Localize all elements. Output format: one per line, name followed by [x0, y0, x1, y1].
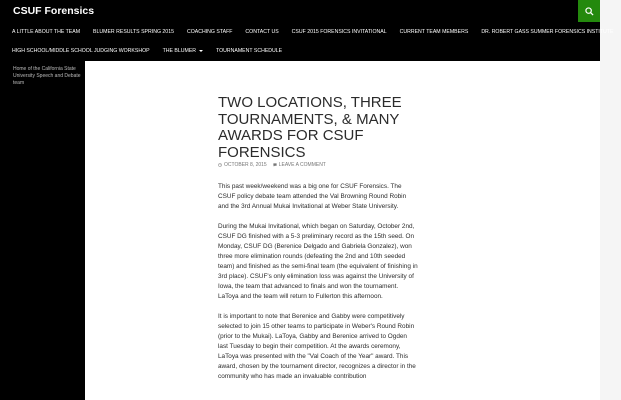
site-title[interactable]: CSUF Forensics: [13, 5, 95, 17]
nav-item-the-blumer-label: THE BLUMER: [162, 48, 197, 54]
post-body: [218, 182, 418, 392]
clock-icon: [218, 163, 222, 167]
nav-item-invitational[interactable]: CSUF 2015 FORENSICS INVITATIONAL: [291, 29, 387, 35]
nav-item-judging-workshop[interactable]: HIGH SCHOOL/MIDDLE SCHOOL JUDGING WORKSHOP: [12, 48, 150, 54]
sidebar: [0, 61, 85, 400]
chevron-down-icon: [199, 50, 203, 52]
leave-comment-link[interactable]: LEAVE A COMMENT: [278, 162, 326, 168]
nav-item-about-team[interactable]: A LITTLE ABOUT THE TEAM: [12, 29, 81, 35]
post-paragraph-1: This past week/weekend was a big one for CSUF Forensics. The CSUF policy debate team attended the Val Browning Round Robin and the 3rd Annual Mukai Invitational at Weber State University.: [218, 183, 407, 210]
nav-item-contact-us[interactable]: CONTACT US: [245, 29, 279, 35]
site-header: [0, 0, 600, 22]
search-button[interactable]: [578, 0, 600, 22]
nav-item-the-blumer[interactable]: [158, 48, 211, 54]
site-description: Home of the California State University Speech and Debate team: [13, 66, 81, 86]
nav-item-team-members[interactable]: CURRENT TEAM MEMBERS: [399, 29, 469, 35]
primary-nav: [0, 22, 614, 61]
post-title[interactable]: TWO LOCATIONS, THREE TOURNAMENTS, & MANY AWARDS FOR CSUF FORENSICS: [218, 94, 402, 161]
post-paragraph-2: During the Mukai Invitational, which began on Saturday, October 2nd, CSUF DG finished with a 5-3 preliminary record as the 15th seed. On Monday, CSUF DG (Berenice Delgado and Gabriela Gonzalez), won three more elimination rounds (defeating the 2nd and 10th seeded team) and finished as the semi-final team (the equivalent of finishing in 3rd place). CSUF's only elimination loss was against the University of Iowa, the team that advanced to finals and won the tournament. LaToya and the team will return to Fullerton this afternoon.: [218, 223, 418, 300]
nav-row-2: [0, 43, 290, 59]
nav-item-tournament-schedule[interactable]: TOURNAMENT SCHEDULE: [216, 48, 283, 54]
nav-item-blumer-results[interactable]: BLUMER RESULTS SPRING 2015: [93, 29, 174, 35]
post-date[interactable]: OCTOBER 8, 2015: [224, 162, 267, 168]
search-icon: [585, 7, 594, 16]
post-meta: [218, 162, 326, 168]
main-content: [85, 61, 600, 400]
nav-item-gass-institute[interactable]: DR. ROBERT GASS SUMMER FORENSICS INSTITUTE: [481, 29, 614, 35]
nav-item-coaching-staff[interactable]: COACHING STAFF: [186, 29, 233, 35]
comment-icon: [273, 163, 277, 167]
post-paragraph-3: It is important to note that Berenice and Gabby were competitively selected to join 15 other teams to participate in Weber's Round Robin (prior to the Mukai). LaToya, Gabby and Berenice arrived to Ogden last Tuesday to begin their competition. At the awards ceremony, LaToya was presented with the "Val Coach of the Year" award. This award, chosen by the tournament director, recognizes a director in the community who has made an invaluable contribution: [218, 313, 416, 380]
nav-row-1: [0, 24, 621, 40]
